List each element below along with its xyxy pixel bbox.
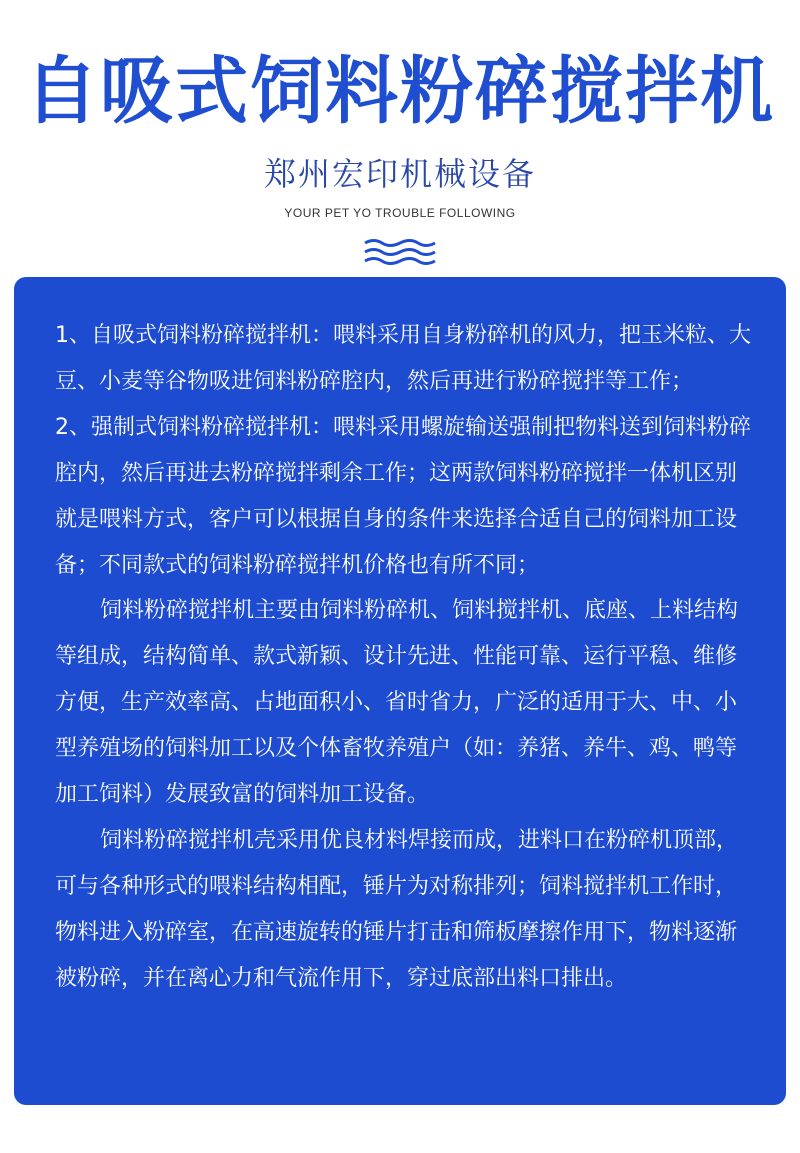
page-title: 自吸式饲料粉碎搅拌机 [25,49,775,134]
description-text [55,313,751,1002]
paragraph-composition: 饲料粉碎搅拌机主要由饲料粉碎机、饲料搅拌机、底座、上料结构等组成，结构简单、款式新颖、设计先进、性能可靠、运行平稳、维修方便，生产效率高、占地面积小、省时省力，广泛的适用于大、中、小型养殖场的饲料加工以及个体畜牧养殖户（如：养猪、养牛、鸡、鸭等加工饲料）发展致富的饲料加工设备。 [55,598,739,808]
paragraph-forced: 2、强制式饲料粉碎搅拌机：喂料采用螺旋输送强制把物料送到饲料粉碎腔内，然后再进去粉碎搅拌剩余工作；这两款饲料粉碎搅拌一体机区别就是喂料方式，客户可以根据自身的条件来选择合适自己的饲料加工设备；不同款式的饲料粉碎搅拌机价格也有所不同； [55,414,751,578]
paragraph-working-principle: 饲料粉碎搅拌机壳采用优良材料焊接而成，进料口在粉碎机顶部，可与各种形式的喂料结构相配，锤片为对称排列；饲料搅拌机工作时，物料进入粉碎室，在高速旋转的锤片打击和筛板摩擦作用下，物料逐渐被粉碎，并在离心力和气流作用下，穿过底部出料口排出。 [55,827,739,991]
company-subtitle: 郑州宏印机械设备 [263,155,536,193]
wave-lines-icon [363,238,437,266]
paragraph-self-priming: 1、自吸式饲料粉碎搅拌机：喂料采用自身粉碎机的风力，把玉米粒、大豆、小麦等谷物吸进饲料粉碎腔内，然后再进行粉碎搅拌等工作； [55,323,751,394]
english-tagline: YOUR PET YO TROUBLE FOLLOWING [284,206,516,220]
